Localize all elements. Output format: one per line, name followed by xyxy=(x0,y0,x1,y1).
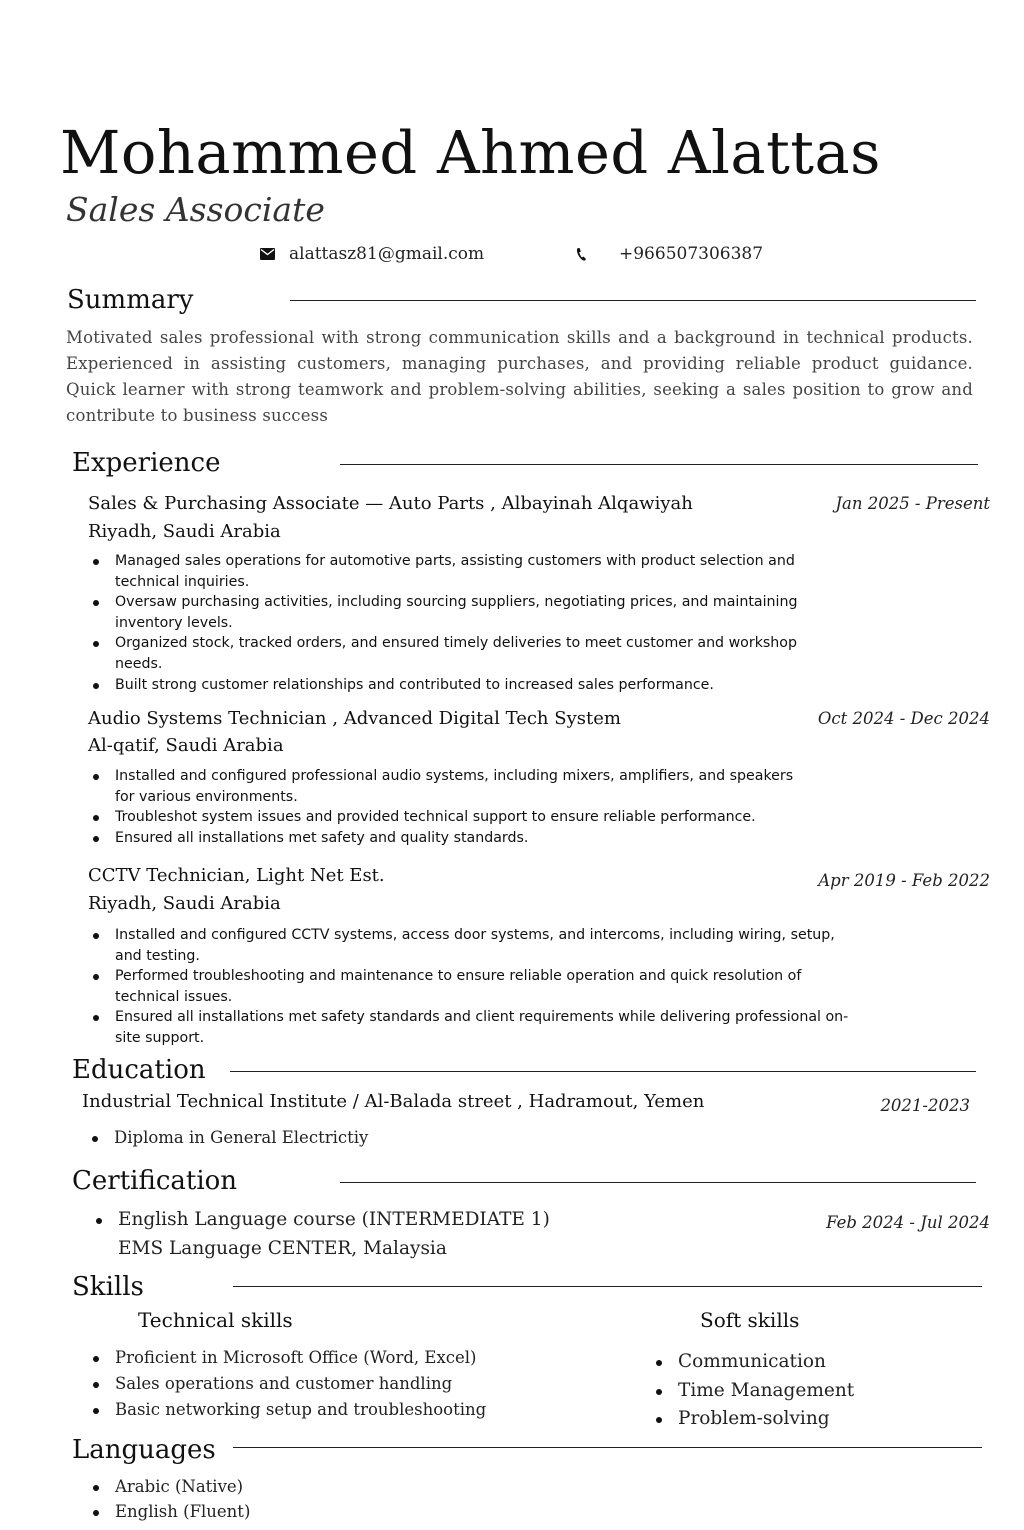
list-item: Problem-solving xyxy=(678,1405,978,1434)
education-divider xyxy=(230,1071,976,1072)
job-title: Audio Systems Technician , Advanced Digital Tech System xyxy=(88,708,621,729)
job-bullets xyxy=(115,766,805,848)
phone-icon xyxy=(575,247,589,262)
summary-heading: Summary xyxy=(67,285,194,315)
job-bullets xyxy=(115,925,855,1049)
experience-divider xyxy=(340,464,978,465)
list-item: Arabic (Native) xyxy=(115,1474,415,1499)
list-item: Ensured all installations met safety standards and client requirements while delivering professional on-site support. xyxy=(115,1007,855,1048)
list-item: Installed and configured CCTV systems, access door systems, and intercoms, including wiring, setup, and testing. xyxy=(115,925,855,966)
list-item: Sales operations and customer handling xyxy=(115,1371,575,1397)
list-item: Organized stock, tracked orders, and ensured timely deliveries to meet customer and workshop needs. xyxy=(115,633,815,674)
list-item: Oversaw purchasing activities, including sourcing suppliers, negotiating prices, and maintaining inventory levels. xyxy=(115,592,815,633)
school-name: Industrial Technical Institute / Al-Balada street , Hadramout, Yemen xyxy=(82,1091,705,1112)
certification-date: Feb 2024 - Jul 2024 xyxy=(826,1213,990,1232)
technical-skills-heading: Technical skills xyxy=(138,1308,293,1332)
course-provider: EMS Language CENTER, Malaysia xyxy=(118,1237,447,1259)
list-item: Proficient in Microsoft Office (Word, Excel) xyxy=(115,1345,575,1371)
list-item: Communication xyxy=(678,1348,978,1377)
soft-skills-list xyxy=(678,1348,978,1434)
experience-heading: Experience xyxy=(72,448,221,478)
languages-heading: Languages xyxy=(72,1435,216,1465)
phone-contact xyxy=(575,244,763,264)
job-date: Apr 2019 - Feb 2022 xyxy=(818,871,990,890)
list-item: Installed and configured professional audio systems, including mixers, amplifiers, and speakers for various environments. xyxy=(115,766,805,807)
phone-text: +966507306387 xyxy=(619,244,764,264)
envelope-icon xyxy=(260,248,275,260)
job-location: Riyadh, Saudi Arabia xyxy=(88,893,281,914)
summary-text: Motivated sales professional with strong communication skills and a background in technical products. Experienced in assisting customers, managing purchases, and providing reliable product guidance. Quick learner with strong teamwork and problem-solving abilities, seeking a sales position to grow and contribute to business success xyxy=(66,328,973,425)
job-title: CCTV Technician, Light Net Est. xyxy=(88,865,385,886)
skills-heading: Skills xyxy=(72,1272,144,1302)
list-item xyxy=(118,1206,678,1263)
education-list xyxy=(114,1125,614,1151)
job-title: Sales & Purchasing Associate — Auto Parts , Albayinah Alqawiyah xyxy=(88,493,693,514)
education-heading: Education xyxy=(72,1055,206,1085)
job-date: Jan 2025 - Present xyxy=(835,494,990,513)
soft-skills-heading: Soft skills xyxy=(700,1308,800,1332)
job-role: Sales Associate xyxy=(66,190,325,229)
list-item: Performed troubleshooting and maintenance to ensure reliable operation and quick resolution of technical issues. xyxy=(115,966,855,1007)
email-contact xyxy=(260,244,484,264)
languages-divider xyxy=(233,1447,982,1448)
job-location: Riyadh, Saudi Arabia xyxy=(88,521,281,542)
list-item: Ensured all installations met safety and quality standards. xyxy=(115,828,805,849)
list-item: Time Management xyxy=(678,1377,978,1406)
certification-divider xyxy=(340,1182,976,1183)
job-location: Al-qatif, Saudi Arabia xyxy=(88,735,284,756)
technical-skills-list xyxy=(115,1345,575,1423)
certification-heading: Certification xyxy=(72,1166,238,1196)
education-date: 2021-2023 xyxy=(880,1096,970,1115)
skills-divider xyxy=(233,1286,982,1287)
list-item: English (Fluent) xyxy=(115,1499,415,1524)
job-bullets xyxy=(115,551,815,695)
list-item: Troubleshot system issues and provided technical support to ensure reliable performance. xyxy=(115,807,805,828)
list-item: Basic networking setup and troubleshooting xyxy=(115,1397,575,1423)
course-name: English Language course (INTERMEDIATE 1) xyxy=(118,1209,550,1230)
certification-list xyxy=(118,1206,678,1263)
list-item: Built strong customer relationships and contributed to increased sales performance. xyxy=(115,675,815,696)
languages-list xyxy=(115,1474,415,1524)
job-date: Oct 2024 - Dec 2024 xyxy=(817,709,990,728)
list-item: Diploma in General Electrictiy xyxy=(114,1125,614,1151)
list-item: Managed sales operations for automotive parts, assisting customers with product selection and technical inquiries. xyxy=(115,551,815,592)
summary-divider xyxy=(290,300,976,301)
email-text: alattasz81@gmail.com xyxy=(289,244,485,264)
candidate-name: Mohammed Ahmed Alattas xyxy=(60,118,881,187)
